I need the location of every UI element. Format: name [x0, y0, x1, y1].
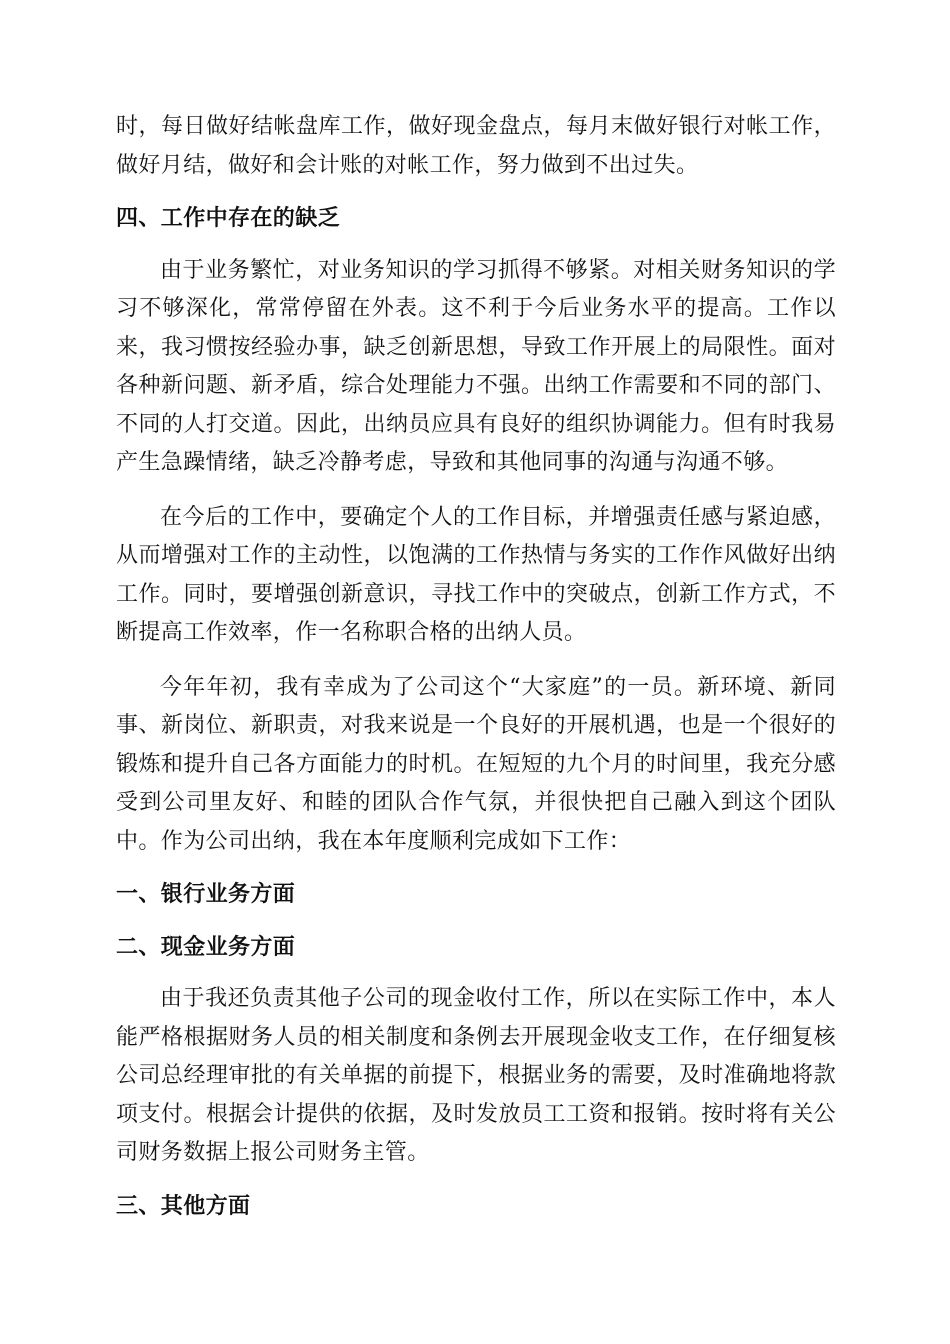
heading-bank-business: 一、银行业务方面	[116, 881, 296, 907]
paragraph-shortcomings: 由于业务繁忙，对业务知识的学习抓得不够紧。对相关财务知识的学习不够深化，常常停留在外表。这不利于今后业务水平的提高。工作以来，我习惯按经验办事，缺乏创新思想，导致工作开展上的局限性。面对各种新问题、新矛盾，综合处理能力不强。出纳工作需要和不同的部门、不同的人打交道。因此，出纳员应具有良好的组织协调能力。但有时我易产生急躁情绪，缺乏冷静考虑，导致和其他同事的沟通与沟通不够。	[116, 257, 836, 475]
document-page	[116, 108, 836, 1225]
heading-section-4: 四、工作中存在的缺乏	[116, 205, 341, 231]
heading-other-aspects: 三、其他方面	[116, 1192, 251, 1219]
paragraph-cash-business: 由于我还负责其他子公司的现金收付工作，所以在实际工作中，本人能严格根据财务人员的相关制度和条例去开展现金收支工作，在仔细复核公司总经理审批的有关单据的前提下，根据业务的需要，及时准确地将款项支付。根据会计提供的依据，及时发放员工工资和报销。按时将有关公司财务数据上报公司财务主管。	[116, 986, 836, 1165]
heading-cash-business: 二、现金业务方面	[116, 933, 296, 960]
paragraph-year-intro: 今年年初，我有幸成为了公司这个“大家庭”的一员。新环境、新同事、新岗位、新职责，对我来说是一个良好的开展机遇，也是一个很好的锻炼和提升自己各方面能力的时机。在短短的九个月的时间里，我充分感受到公司里友好、和睦的团队合作气氛，并很快把自己融入到这个团队中。作为公司出纳，我在本年度顺利完成如下工作：	[116, 674, 836, 854]
paragraph-intro-continued: 时，每日做好结帐盘库工作，做好现金盘点，每月末做好银行对帐工作，做好月结，做好和会计账的对帐工作，努力做到不出过失。	[116, 114, 836, 178]
paragraph-future-plan: 在今后的工作中，要确定个人的工作目标，并增强责任感与紧迫感，从而增强对工作的主动性，以饱满的工作热情与务实的工作作风做好出纳工作。同时，要增强创新意识，寻找工作中的突破点，创新工作方式，不断提高工作效率，作一名称职合格的出纳人员。	[116, 504, 836, 645]
